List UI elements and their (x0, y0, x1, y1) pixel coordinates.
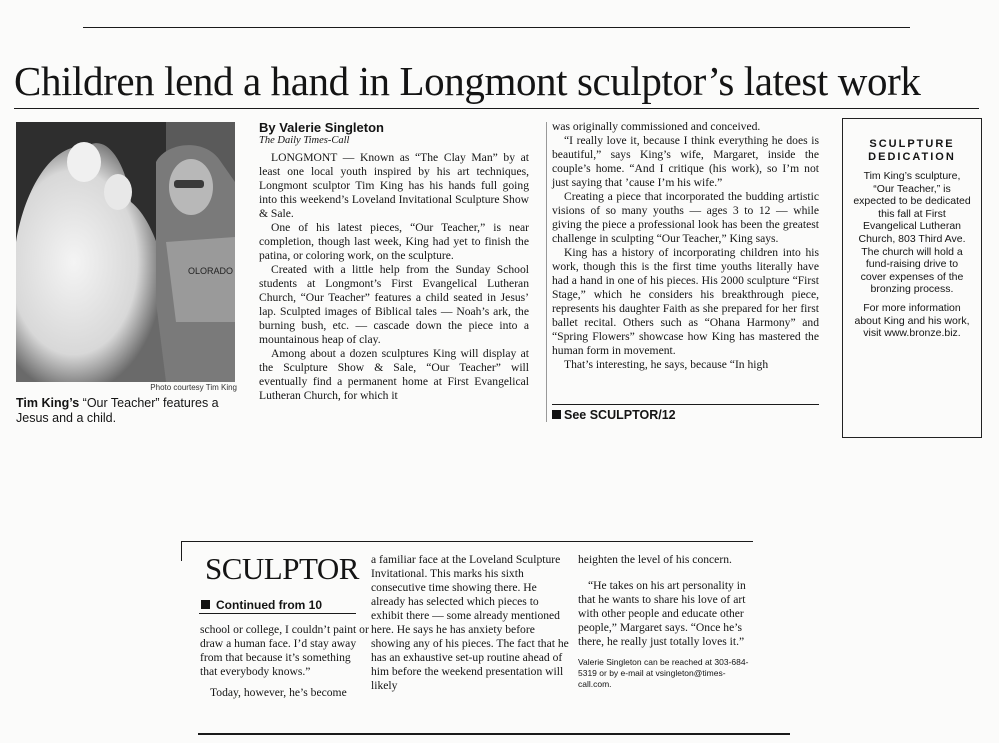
column-divider (546, 122, 547, 422)
square-bullet-icon (552, 410, 561, 419)
sculpture-photo (16, 122, 235, 382)
headline-rule (14, 108, 979, 109)
sculpture-dedication-box (842, 118, 982, 438)
jump-left-border (181, 541, 182, 561)
jump-bottom-rule (198, 733, 790, 735)
sidebar-title-line: DEDICATION (868, 151, 956, 163)
paragraph: LONGMONT — Known as “The Clay Man” by at least one local youth inspired by his art techniques, Longmont sculptor Tim King has his hands full going into this weekend’s Loveland Invitational Sculpture Show & Sale. (259, 151, 529, 220)
continued-from-label (199, 597, 356, 613)
paragraph: heighten the level of his concern. (578, 553, 732, 566)
article-column-2 (552, 120, 819, 372)
paragraph: One of his latest pieces, “Our Teacher,” is near completion, though last week, King had yet to finish the patina, or coloring work, on the sculpture. (259, 221, 529, 262)
continued-text: Continued from 10 (216, 598, 323, 612)
square-bullet-icon (201, 600, 210, 609)
publication-name: The Daily Times-Call (259, 135, 350, 146)
jump-heading: SCULPTOR (205, 551, 359, 586)
paragraph: Created with a little help from the Sunday School students at Longmont’s First Evangelical Lutheran Church, “Our Teacher” features a child seated in Jesus’ lap. Sculpted images of Biblical tales — Noah’s ark, the burning bush, etc. — cascade down the piece into a mountainous heap of clay. (259, 263, 529, 346)
paragraph: a familiar face at the Loveland Sculpture Invitational. This marks his sixth consecutive time showing there. He already has selected which pieces to exhibit there — some already mentioned here. He says he has anxiety before showing any of his pieces. The fact that he has an exhaustive set-up routine ahead of him before the weekend presentation will likely (371, 553, 569, 692)
jump-out-rule (552, 404, 819, 405)
photo-image (16, 122, 235, 382)
photo-credit: Photo courtesy Tim King (150, 383, 237, 392)
paragraph: “He takes on his art personality in that he wants to share his love of art with other people and educate other people,” Margaret says. “Once he’s there, he really just totally loves it.” (578, 579, 746, 648)
headline: Children lend a hand in Longmont sculptor’s latest work (14, 58, 921, 104)
jump-out-label: See SCULPTOR/12 (564, 408, 676, 422)
caption-name: Tim King’s (16, 396, 80, 410)
photo-caption (16, 396, 238, 426)
paragraph: was originally commissioned and conceived. (552, 120, 761, 133)
paragraph: Creating a piece that incorporated the budding artistic visions of so many youths — ages 3 to 12 — while giving the piece a professional look has been the greatest challenge in sculpting “Our Teacher,” King says. (552, 190, 819, 245)
paragraph: school or college, I couldn’t paint or draw a human face. I’d stay away from that because it’s something that everybody knows.” (200, 623, 369, 678)
jump-column-2 (371, 553, 571, 693)
paragraph: That’s interesting, he says, because “In high (564, 358, 769, 371)
paragraph: Among about a dozen sculptures King will display at the Sculpture Show & Sale, “Our Teacher” will eventually find a permanent home at First Evangelical Lutheran Church, for which it (259, 347, 529, 402)
jump-column-3 (578, 553, 756, 690)
paragraph: “I really love it, because I think everything he does is beautiful,” says King’s wife, Margaret, inside the couple’s home. “And I critique (his work), so I’m not just saying that ’cause I’m his wife.” (552, 134, 819, 189)
jump-top-rule (181, 541, 753, 542)
author-contact: Valerie Singleton can be reached at 303-684-5319 or by e-mail at vsingleton@times-call.com. (578, 657, 749, 689)
sidebar-paragraph: Tim King’s sculpture, “Our Teacher,” is expected to be dedicated this fall at First Evangelical Lutheran Church, 803 Third Ave. The church will hold a fund-raising drive to cover expenses of the bronzing process. (853, 170, 971, 296)
continued-rule (199, 613, 356, 614)
caption-text: “Our Teacher” features a Jesus and a child. (16, 396, 219, 425)
sidebar-body (843, 170, 981, 340)
article-column-1 (259, 151, 529, 403)
sidebar-title-line: SCULPTURE (869, 138, 955, 150)
sidebar-title (843, 138, 981, 164)
jump-column-1 (200, 623, 370, 700)
paragraph: King has a history of incorporating children into his work, though this is the first time youths literally have had a hand in one of his pieces. His 2000 sculpture “First Stage,” which he considers his breakthrough piece, represents his daughter Faith as she prepared for her first ballet recital. Others such as “Ohana Harmony” and “Spring Flowers” showcase how King has mastered the human form in movement. (552, 246, 819, 357)
top-rule (83, 27, 910, 28)
svg-text:OLORADO: OLORADO (188, 266, 234, 276)
see-sculptor-link[interactable] (552, 408, 676, 422)
byline: By Valerie Singleton (259, 120, 384, 135)
sidebar-paragraph: For more information about King and his work, visit www.bronze.biz. (854, 301, 970, 340)
paragraph: Today, however, he’s become (210, 686, 347, 699)
